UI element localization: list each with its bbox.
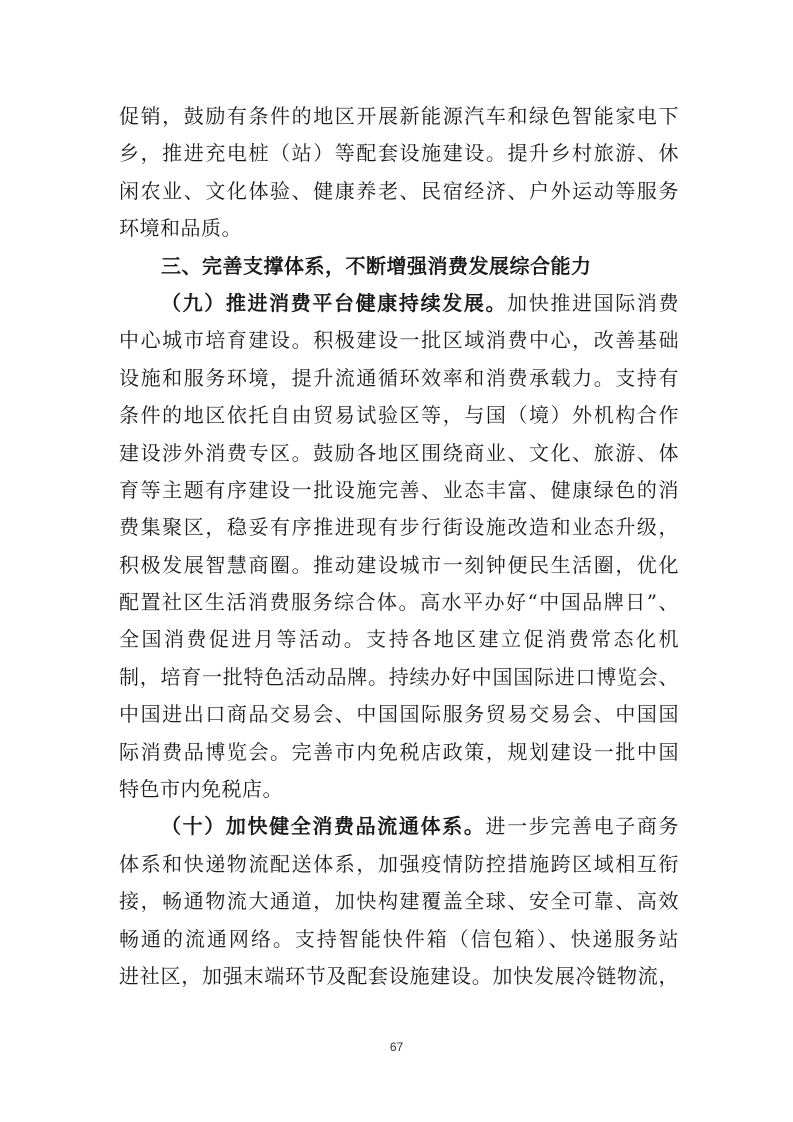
text-line: 建设涉外消费专区。鼓励各地区围绕商业、文化、旅游、体 [119, 440, 679, 465]
paragraph-lead: （九）推进消费平台健康持续发展。 [161, 290, 508, 315]
text-line: 体系和快递物流配送体系，加强疫情防控措施跨区域相互衔 [119, 851, 679, 876]
text-line: 进社区，加强末端环节及配套设施建设。加快发展冷链物流， [119, 963, 679, 988]
text-line: 中国进出口商品交易会、中国国际服务贸易交易会、中国国 [119, 702, 679, 727]
text-line: 设施和服务环境，提升流通循环效率和消费承载力。支持有 [119, 365, 679, 390]
text-line: 条件的地区依托自由贸易试验区等，与国（境）外机构合作 [119, 403, 679, 428]
text-line: 育等主题有序建设一批设施完善、业态丰富、健康绿色的消 [119, 477, 679, 502]
paragraph-text: 进一步完善电子商务 [485, 814, 680, 839]
paragraph-first-line [119, 285, 679, 322]
paragraph-lead: （十）加快健全消费品流通体系。 [161, 814, 486, 839]
text-line: 费集聚区，稳妥有序推进现有步行街设施改造和业态升级， [119, 515, 679, 540]
body-text [119, 98, 679, 995]
text-line: 配置社区生活消费服务综合体。高水平办好“中国品牌日”、 [119, 590, 679, 615]
text-line: 全国消费促进月等活动。支持各地区建立促消费常态化机 [119, 627, 679, 652]
text-line: 中心城市培育建设。积极建设一批区域消费中心，改善基础 [119, 328, 679, 353]
text-line: 接，畅通物流大通道，加快构建覆盖全球、安全可靠、高效 [119, 889, 679, 914]
text-line: 积极发展智慧商圈。推动建设城市一刻钟便民生活圈，优化 [119, 552, 679, 577]
section-heading: 三、完善支撑体系，不断增强消费发展综合能力 [161, 253, 592, 278]
paragraph-first-line [119, 808, 679, 845]
text-line: 际消费品博览会。完善市内免税店政策，规划建设一批中国 [119, 739, 679, 764]
text-line: 制，培育一批特色活动品牌。持续办好中国国际进口博览会、 [119, 664, 679, 689]
paragraph-text: 加快推进国际消费 [507, 290, 680, 315]
text-line: 促销，鼓励有条件的地区开展新能源汽车和绿色智能家电下 [119, 104, 679, 128]
page-number: 67 [389, 1040, 404, 1054]
text-line: 环境和品质。 [119, 216, 242, 241]
text-line: 闲农业、文化体验、健康养老、民宿经济、户外运动等服务 [119, 178, 679, 203]
text-line: 特色市内免税店。 [119, 777, 283, 802]
text-line: 畅通的流通网络。支持智能快件箱（信包箱）、快递服务站 [119, 926, 679, 951]
text-line: 乡，推进充电桩（站）等配套设施建设。提升乡村旅游、休 [119, 141, 679, 166]
